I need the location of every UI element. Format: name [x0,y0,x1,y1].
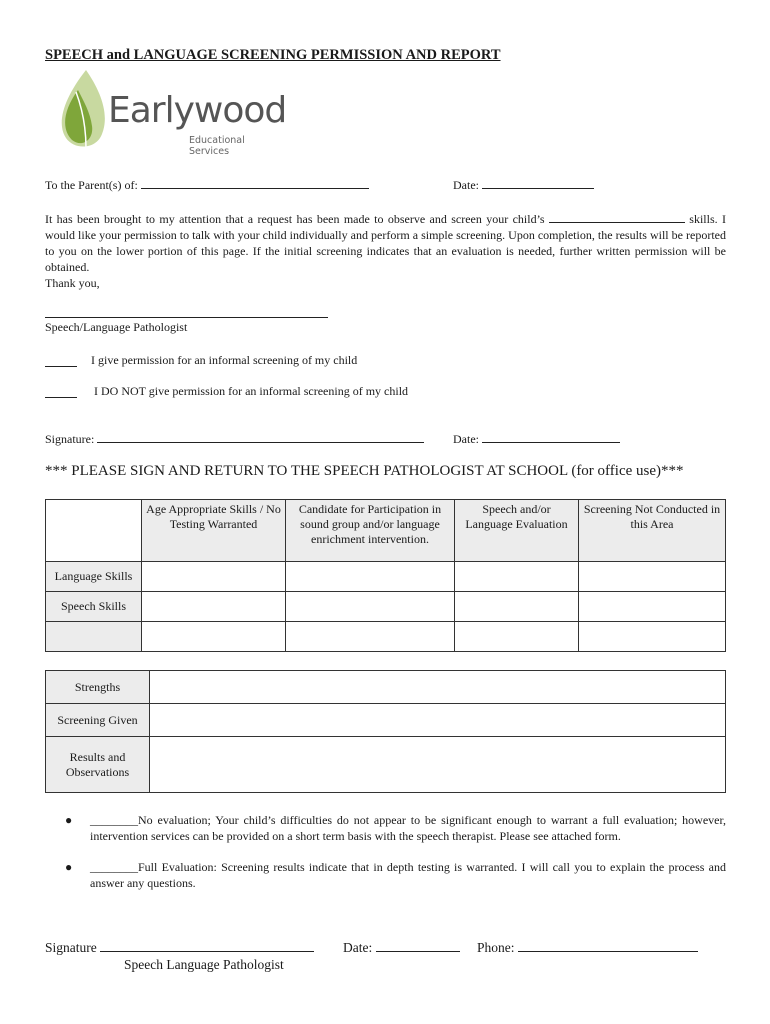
strengths-cell[interactable] [150,671,726,704]
results-cell[interactable] [150,737,726,793]
thank-you: Thank you, [45,276,100,290]
letter-text-1: It has been brought to my attention that a request has been made to observe and screen your child’s [45,212,545,226]
row-header: Results and Observations [46,737,150,793]
letter-body [45,211,726,291]
footer-phone-field[interactable] [518,938,698,952]
parent-date-row [453,431,620,447]
letter-text-3: I would like your permission to talk with your child individually and perform a simple screening. Upon completion, the results will be reported to you on the lower portion of this page. If the initial screening indicates that an evaluation is needed, further written permission will be obtained. [45,212,726,274]
option-blank[interactable]: ________ [90,860,138,874]
give-permission-blank[interactable] [45,366,77,367]
logo-subtitle: Educational Services [189,135,245,157]
date-row [453,177,594,193]
row-header: Language Skills [46,562,142,592]
result-cell[interactable] [286,562,455,592]
page-title: SPEECH and LANGUAGE SCREENING PERMISSION AND REPORT [45,47,501,63]
parent-date-label: Date: [453,432,479,446]
date-field[interactable] [482,177,594,189]
result-cell[interactable] [579,592,726,622]
result-cell[interactable] [455,562,579,592]
option-text: No evaluation; Your child’s difficulties do not appear to be significant enough to warrant a full evaluation; however, intervention services can be provided on a short term basis with the speech therapist. Please see attached form. [90,813,726,843]
footer-phone-row [477,938,698,956]
deny-permission-blank[interactable] [45,397,77,398]
to-parent-label: To the Parent(s) of: [45,178,138,192]
footer-signer: Speech Language Pathologist [124,957,284,972]
signature-label: Signature: [45,432,95,446]
footer-date-label: Date: [343,940,373,955]
leaf-icon [56,68,116,152]
footer-signature-row [45,938,314,956]
skills-field[interactable] [549,211,685,223]
result-cell[interactable] [142,592,286,622]
bullet-icon: ● [65,813,73,827]
date-label: Date: [453,178,479,192]
row-header [46,622,142,652]
row-header: Speech Skills [46,592,142,622]
option-text: Full Evaluation: Screening results indicate that in depth testing is warranted. I will call you to explain the process and answer any questions. [90,860,726,890]
pathologist-label: Speech/Language Pathologist [45,320,188,334]
result-cell[interactable] [142,562,286,592]
result-cell[interactable] [455,592,579,622]
notes-table [45,670,726,793]
footer-signature-field[interactable] [100,938,314,952]
screening-given-cell[interactable] [150,704,726,737]
result-cell[interactable] [286,592,455,622]
option-blank[interactable]: ________ [90,813,138,827]
option-no-evaluation [65,812,726,846]
corner-cell [46,500,142,562]
result-cell[interactable] [286,622,455,652]
col-header: Speech and/or Language Evaluation [455,500,579,562]
footer-date-field[interactable] [376,938,460,952]
row-header: Screening Given [46,704,150,737]
earlywood-logo [56,68,287,157]
row-header: Strengths [46,671,150,704]
office-use-heading: *** PLEASE SIGN AND RETURN TO THE SPEECH PATHOLOGIST AT SCHOOL (for office use)*** [45,463,684,479]
result-cell[interactable] [142,622,286,652]
footer-signature-label: Signature [45,940,97,955]
result-cell[interactable] [455,622,579,652]
col-header: Age Appropriate Skills / No Testing Warranted [142,500,286,562]
col-header: Candidate for Participation in sound group and/or language enrichment intervention. [286,500,455,562]
deny-permission-text: I DO NOT give permission for an informal screening of my child [94,384,409,398]
parent-signature-field[interactable] [97,431,424,443]
footer-phone-label: Phone: [477,940,515,955]
option-full-evaluation [65,859,726,893]
give-permission-text: I give permission for an informal screening of my child [91,353,358,367]
letter-text-2: skills. [689,212,718,226]
logo-wordmark: Earlywood [108,90,287,131]
parent-date-field[interactable] [482,431,620,443]
col-header: Screening Not Conducted in this Area [579,500,726,562]
parent-signature-row [45,431,424,447]
to-parent-row [45,177,369,193]
screening-results-table [45,499,726,652]
footer-date-row [343,938,460,956]
result-cell[interactable] [579,562,726,592]
pathologist-signature-line[interactable] [45,317,328,318]
result-cell[interactable] [579,622,726,652]
bullet-icon: ● [65,860,73,874]
parent-name-field[interactable] [141,177,369,189]
